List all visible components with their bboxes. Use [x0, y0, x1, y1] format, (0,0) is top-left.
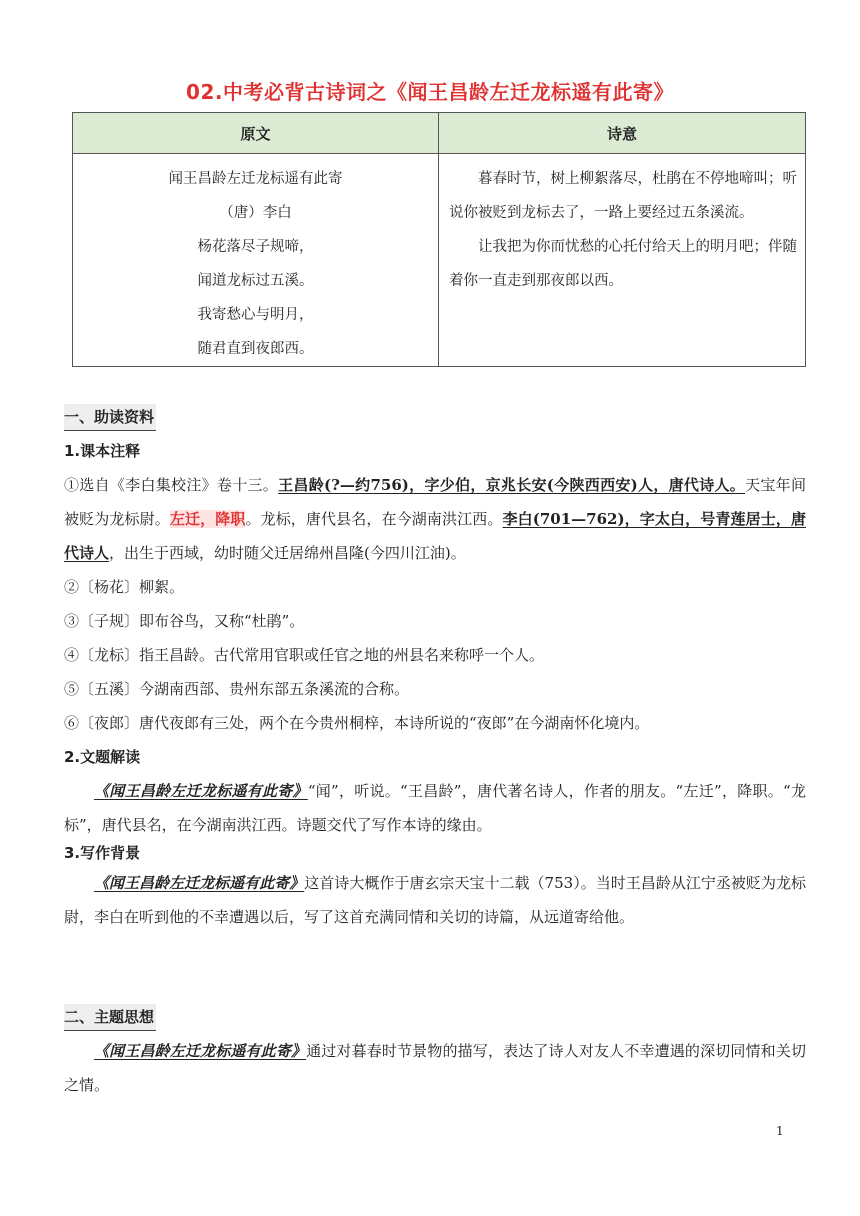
title-text: “闻”，听说。“王昌龄”，唐代著名诗人，作者的朋友。“左迁”，降职。“龙标”，唐代县名，在今湖南洪江西。诗题交代了写作本诗的缘由。 [64, 782, 806, 834]
header-meaning: 诗意 [439, 113, 806, 154]
note-2: ②〔杨花〕柳絮。 [64, 578, 185, 596]
theme-paragraph [64, 1034, 806, 1102]
book-title: 《闻王昌龄左迁龙标遥有此寄》 [94, 782, 308, 800]
page-number: 1 [776, 1124, 784, 1138]
poem-line: 杨花落尽子规啼， [197, 239, 314, 255]
poem-line: 闻道龙标过五溪。 [197, 273, 314, 289]
table-body-row [73, 154, 806, 367]
theme-text: 通过对暮春时节景物的描写，表达了诗人对友人不幸遭遇的深切同情和关切之情。 [64, 1042, 806, 1094]
background-heading: 3.写作背景 [64, 844, 141, 862]
original-cell [73, 154, 439, 367]
section1-heading-row [64, 400, 806, 434]
notes-heading: 1.课本注释 [64, 442, 141, 460]
note1-wang-bio: 王昌龄(?—约756)，字少伯，京兆长安(今陕西西安)人，唐代诗人。 [278, 476, 746, 494]
note-5: ⑤〔五溪〕今湖南西部、贵州东部五条溪流的合称。 [64, 680, 410, 698]
note-1 [64, 468, 806, 570]
book-title: 《闻王昌龄左迁龙标遥有此寄》 [94, 874, 305, 892]
poem-line: 我寄愁心与明月， [197, 307, 314, 323]
section2-heading-row [64, 1000, 806, 1034]
poem-title-line: 闻王昌龄左迁龙标遥有此寄 [168, 171, 343, 187]
table-header-row [73, 113, 806, 154]
poem-line: 随君直到夜郎西。 [197, 341, 314, 357]
poem-author-line: （唐）李白 [219, 205, 292, 221]
background-paragraph [64, 866, 806, 934]
note1-birth: ，出生于西域，幼时随父迁居绵州昌隆(今四川江油)。 [109, 544, 466, 562]
note1-libai-bio: 李白(701—762)，字太白，号青莲居士，唐代诗人 [64, 510, 806, 562]
note1-demotion: 天宝年间被贬为龙标尉。 [64, 476, 806, 528]
note-4: ④〔龙标〕指王昌龄。古代常用官职或任官之地的州县名来称呼一个人。 [64, 646, 545, 664]
poem-table [72, 112, 806, 367]
note1-highlight: 左迁，降职 [169, 510, 246, 528]
background-text: 这首诗大概作于唐玄宗天宝十二载（753）。当时王昌龄从江宁丞被贬为龙标尉，李白在听到他的不幸遭遇以后，写了这首充满同情和关切的诗篇，从远道寄给他。 [64, 874, 806, 926]
section2-heading: 二、主题思想 [64, 1004, 156, 1031]
book-title: 《闻王昌龄左迁龙标遥有此寄》 [94, 1042, 307, 1060]
note1-longbiao: 。龙标，唐代县名，在今湖南洪江西。 [245, 510, 503, 528]
note-3: ③〔子规〕即布谷鸟，又称“杜鹃”。 [64, 612, 305, 630]
title-heading: 2.文题解读 [64, 748, 141, 766]
note-6: ⑥〔夜郎〕唐代夜郎有三处，两个在今贵州桐梓，本诗所说的“夜郎”在今湖南怀化境内。 [64, 714, 650, 732]
page-title: 02.中考必背古诗词之《闻王昌龄左迁龙标遥有此寄》 [186, 80, 674, 104]
header-original: 原文 [73, 113, 439, 154]
meaning-paragraph: 让我把为你而忧愁的心托付给天上的明月吧；伴随着你一直走到那夜郎以西。 [449, 239, 797, 289]
title-paragraph [64, 774, 806, 842]
meaning-cell [439, 154, 806, 367]
meaning-paragraph: 暮春时节，树上柳絮落尽，杜鹃在不停地啼叫；听说你被贬到龙标去了，一路上要经过五条溪流。 [449, 171, 797, 221]
section1-heading: 一、助读资料 [64, 404, 156, 431]
note1-source: ①选自《李白集校注》卷十三。 [64, 476, 279, 494]
